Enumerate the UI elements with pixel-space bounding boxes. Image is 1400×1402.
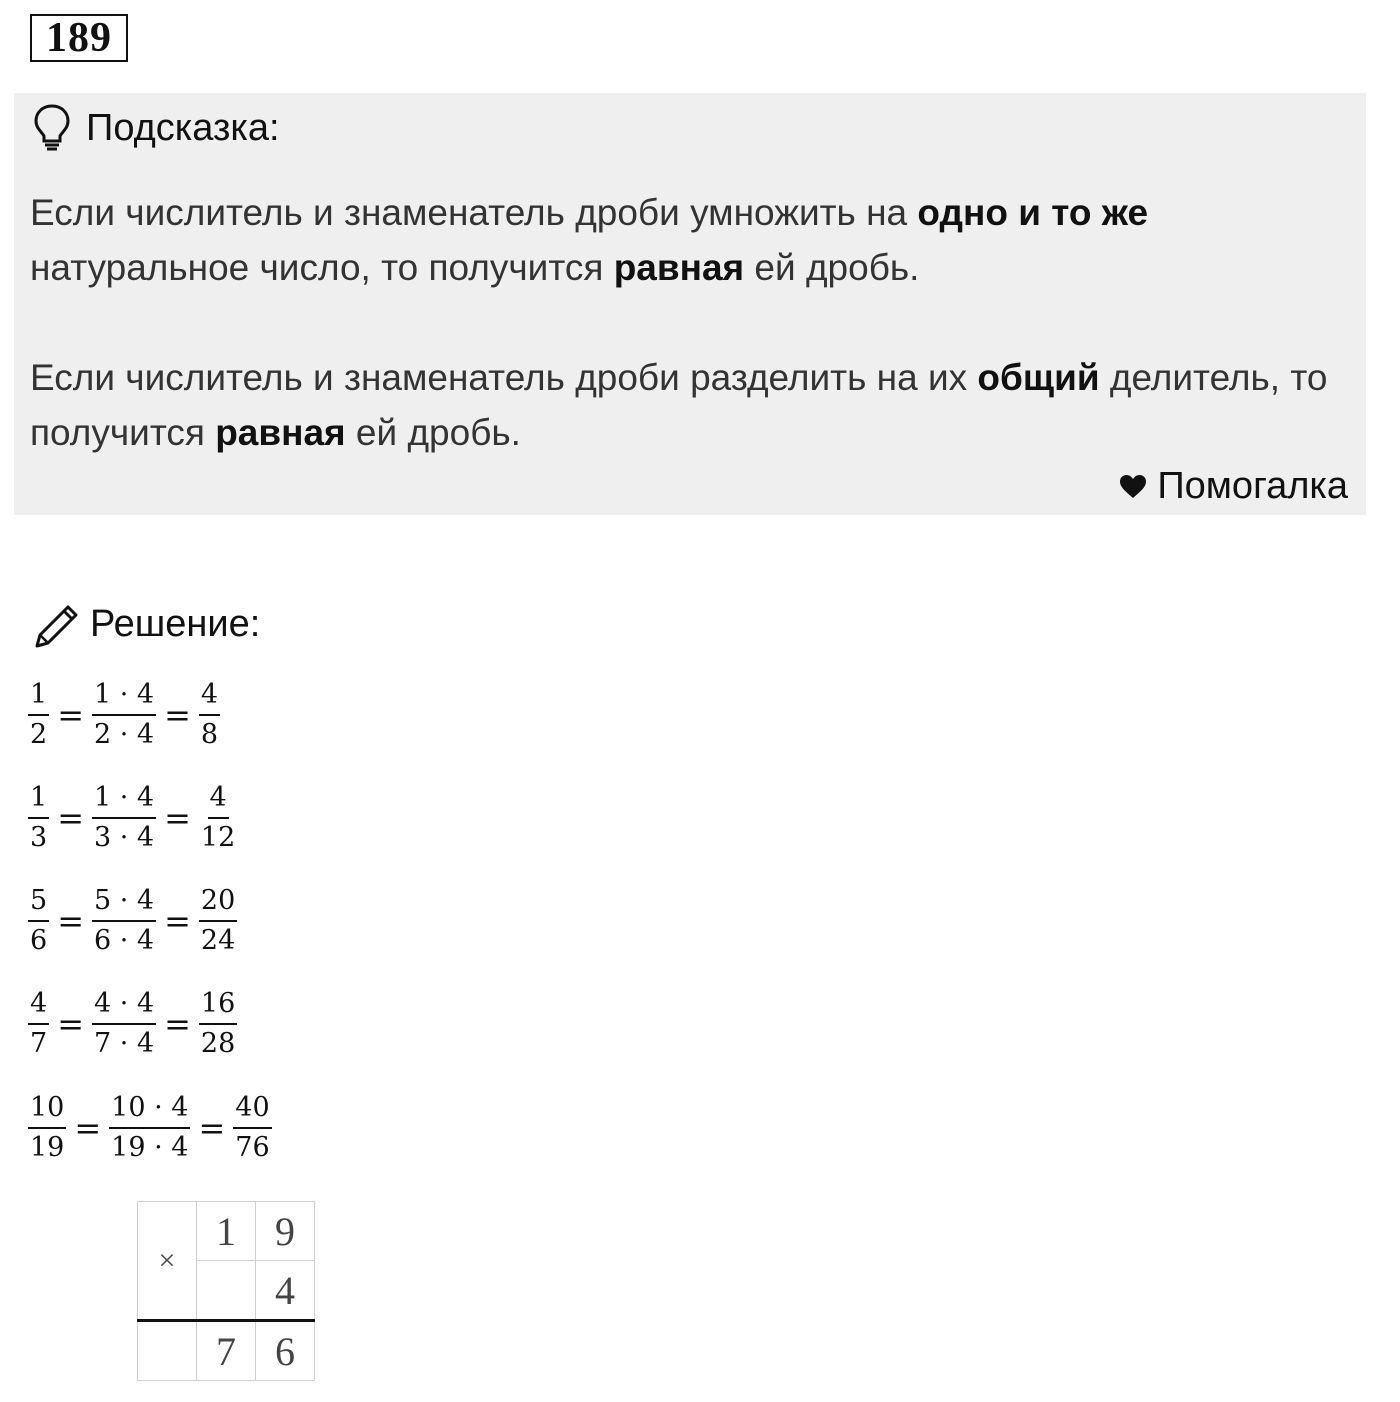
- fraction: $\frac{10}{19}$: [30, 1092, 65, 1163]
- hint-paragraph-1: Если числитель и знаменатель дроби умножить на одно и то же натуральное число, то получится равная ей дробь.: [30, 192, 1149, 288]
- equals-sign: =: [74, 1109, 102, 1147]
- pencil-icon: [32, 599, 84, 649]
- solution-title: Решение:: [90, 602, 261, 645]
- equation-line: [28, 778, 237, 858]
- empty-cell: [138, 1321, 197, 1381]
- solution-header: [32, 598, 260, 650]
- fraction: $\frac{5}{6}$: [30, 885, 48, 956]
- equation-line: [28, 881, 237, 961]
- column-multiplication: [137, 1201, 315, 1381]
- multiply-operator: ×: [138, 1202, 197, 1321]
- hint-footer: [1119, 465, 1348, 508]
- hint-title: Подсказка:: [86, 106, 280, 149]
- problem-number: 189: [30, 14, 128, 62]
- equals-sign: =: [164, 1005, 191, 1043]
- lightbulb-icon: [32, 103, 72, 153]
- equals-sign: =: [57, 799, 84, 837]
- fraction: $\frac{1 \cdot 4}{3 \cdot 4}$: [94, 782, 155, 853]
- equals-sign: =: [164, 799, 191, 837]
- fraction: $\frac{4}{12}$: [200, 782, 236, 853]
- hint-paragraph-2: Если числитель и знаменатель дроби разделить на их общий делитель, то получится равная ей дробь.: [30, 357, 1328, 453]
- fraction: $\frac{40}{76}$: [235, 1092, 270, 1163]
- equals-sign: =: [57, 696, 84, 734]
- fraction: $\frac{1}{3}$: [30, 782, 48, 853]
- fraction: $\frac{16}{28}$: [200, 988, 236, 1059]
- brand-label: Помогалка: [1157, 465, 1348, 507]
- equals-sign: =: [57, 902, 84, 940]
- equals-sign: =: [198, 1109, 226, 1147]
- fraction: $\frac{10 \cdot 4}{19 \cdot 4}$: [111, 1092, 189, 1163]
- equation-line: [28, 675, 220, 755]
- hint-header: [32, 103, 280, 153]
- fraction: $\frac{5 \cdot 4}{6 \cdot 4}$: [94, 885, 155, 956]
- fraction: $\frac{4}{7}$: [30, 988, 48, 1059]
- digit-cell: 6: [256, 1321, 315, 1381]
- fraction: $\frac{4}{8}$: [200, 679, 219, 750]
- equals-sign: =: [164, 696, 191, 734]
- digit-cell: [197, 1261, 256, 1321]
- equation-line: [28, 984, 237, 1064]
- digit-cell: 1: [197, 1202, 256, 1261]
- equals-sign: =: [164, 902, 191, 940]
- fraction: $\frac{4 \cdot 4}{7 \cdot 4}$: [94, 988, 155, 1059]
- hint-box: [14, 93, 1366, 515]
- fraction: $\frac{20}{24}$: [200, 885, 236, 956]
- equals-sign: =: [57, 1005, 84, 1043]
- digit-cell: 7: [197, 1321, 256, 1381]
- equation-line: [28, 1088, 272, 1168]
- fraction: $\frac{1 \cdot 4}{2 \cdot 4}$: [94, 679, 155, 750]
- heart-icon: [1119, 474, 1147, 500]
- digit-cell: 4: [256, 1261, 315, 1321]
- digit-cell: 9: [256, 1202, 315, 1261]
- fraction: $\frac{1}{2}$: [30, 679, 48, 750]
